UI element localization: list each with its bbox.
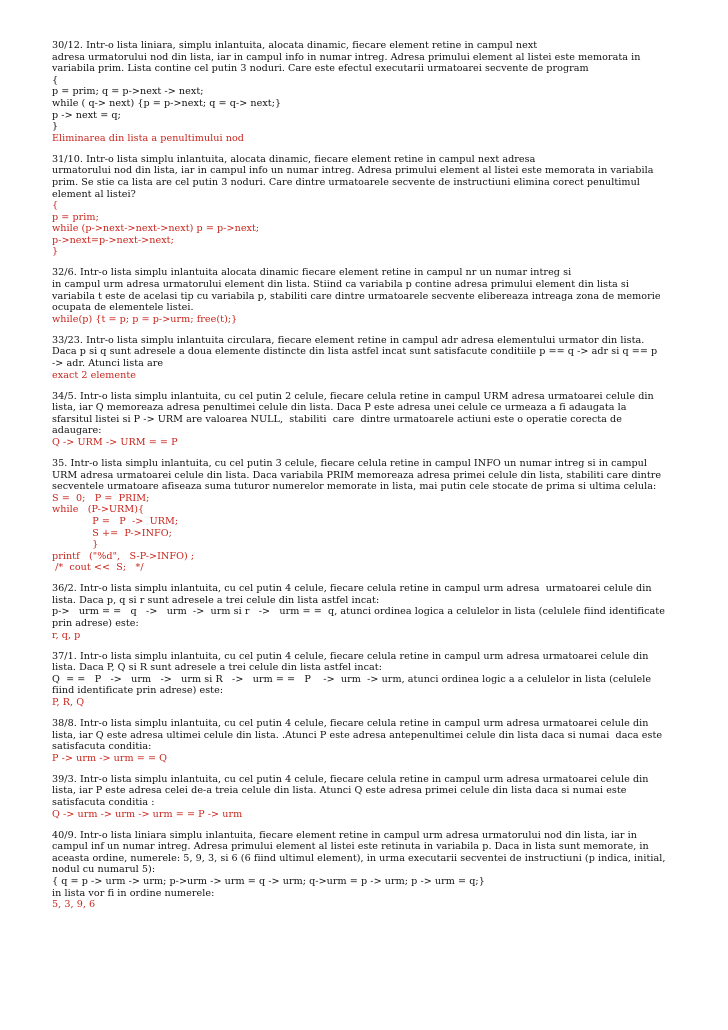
answer-line: Q -> urm -> urm -> urm = = P -> urm — [52, 808, 243, 820]
answer-line: P = P -> URM; — [52, 515, 179, 527]
question-line: 33/23. Intr-o lista simplu inlantuita circulara, fiecare element retine in campul adr adresa elementului urmator din lista. — [52, 334, 645, 346]
question-line: variabila prim. Lista contine cel putin 3 noduri. Care este efectul executarii urmatoarei secvente de program — [52, 63, 589, 75]
question-line: nodul cu numarul 5): — [52, 864, 156, 876]
question-line: satisfacuta conditia: — [52, 741, 152, 753]
question-line: -> adr. Atunci lista are — [52, 358, 164, 370]
question-line: 36/2. Intr-o lista simplu inlantuita, cu cel putin 4 celule, fiecare celula retine in campul urm adresa urmatoarei celule din — [52, 583, 652, 595]
question-block — [52, 154, 676, 258]
question-line: 30/12. Intr-o lista liniara, simplu inlantuita, alocata dinamic, fiecare element retine in campul next — [52, 40, 538, 51]
question-line: prin adrese) este: — [52, 618, 139, 630]
question-block — [52, 40, 676, 144]
question-block — [52, 267, 676, 325]
answer-line: while(p) {t = p; p = p->urm; free(t);} — [52, 313, 238, 325]
question-line: satisfacuta conditia : — [52, 796, 155, 808]
code-line: { q = p -> urm -> urm; p->urm -> urm = q -> urm; q->urm = p -> urm; p -> urm = q;} — [52, 875, 485, 887]
question-line: urmatorului nod din lista, iar in campul info un numar intreg. Adresa primului element al listei este memorata in variabila — [52, 165, 654, 177]
question-line: variabila t este de acelasi tip cu variabila p, stabiliti care dintre urmatoarele secvente elibereaza intreaga zona de memorie — [52, 290, 661, 302]
question-line: Daca p si q sunt adresele a doua elemente distincte din lista astfel incat sunt satisfacute conditiile p == q -> adr si q == p — [52, 346, 658, 358]
code-line: } — [52, 121, 59, 133]
question-line: URM adresa urmatoarei celule din lista. Daca variabila PRIM memoreaza adresa primei celule din lista, stabiliti care dintre — [52, 469, 662, 481]
question-line: in campul urm adresa urmatorului element din lista. Stiind ca variabila p contine adresa primului element din lista si — [52, 279, 629, 291]
answer-line: P -> urm -> urm = = Q — [52, 752, 168, 764]
question-block — [52, 458, 676, 574]
question-line: secventele urmatoare afiseaza suma tuturor numerelor memorate in lista, mai putin cele stocate de prima si ultima celula: — [52, 481, 657, 493]
question-line: adaugare: — [52, 425, 102, 437]
question-block — [52, 391, 676, 449]
answer-line: p->next=p->next->next; — [52, 234, 174, 246]
answer-line: } — [52, 246, 59, 258]
question-line: 31/10. Intr-o lista simplu inlantuita, alocata dinamic, fiecare element retine in campul next adresa — [52, 153, 536, 165]
answer-line: 5, 3, 9, 6 — [52, 899, 96, 911]
question-line: lista, iar Q este adresa ultimei celule din lista. .Atunci P este adresa antepenultimei celule din lista daca si numai daca este — [52, 729, 663, 741]
answer-line: S = 0; P = PRIM; — [52, 492, 150, 504]
question-line: lista, iar P este adresa celei de-a treia celule din lista. Atunci Q este adresa primei celule din lista daca si numai este — [52, 785, 627, 797]
answer-line: printf ("%d", S-P->INFO) ; — [52, 550, 195, 562]
answer-line: P, R, Q — [52, 697, 85, 709]
answer-line: Eliminarea din lista a penultimului nod — [52, 132, 244, 144]
question-line: p-> urm = = q -> urm -> urm si r -> urm = = q, atunci ordinea logica a celulelor in lista (celulele fiind identificate — [52, 606, 665, 618]
question-line: 37/1. Intr-o lista simplu inlantuita, cu cel putin 4 celule, fiecare celula retine in campul urm adresa urmatoarei celule din — [52, 650, 649, 662]
answer-line: while (P->URM){ — [52, 504, 145, 516]
question-line: 39/3. Intr-o lista simplu inlantuita, cu cel putin 4 celule, fiecare celula retine in campul urm adresa urmatoarei celule din — [52, 773, 649, 785]
question-line: sfarsitul listei si P -> URM are valoarea NULL, stabiliti care dintre urmatoarele actiuni este o operatie corecta de — [52, 413, 622, 425]
answer-line: } — [52, 539, 99, 551]
question-line: 34/5. Intr-o lista simplu inlantuita, cu cel putin 2 celule, fiecare celula retine in campul URM adresa urmatoarei celule din — [52, 390, 654, 402]
question-line: lista. Daca p, q si r sunt adresele a trei celule din lista astfel incat: — [52, 594, 380, 606]
code-line: p -> next = q; — [52, 109, 121, 121]
answer-line: p = prim; — [52, 211, 99, 223]
question-block — [52, 651, 676, 709]
question-line: in lista vor fi in ordine numerele: — [52, 887, 215, 899]
question-line: 35. Intr-o lista simplu inlantuita, cu cel putin 3 celule, fiecare celula retine in campul INFO un numar intreg si in campul — [52, 457, 648, 469]
answer-line: Q -> URM -> URM = = P — [52, 436, 178, 448]
question-block — [52, 830, 676, 911]
question-line: element al listei? — [52, 188, 136, 200]
answer-line: { — [52, 200, 59, 212]
question-line: campul inf un numar intreg. Adresa primului element al listei este retinuta in variabila p. Daca in lista sunt memorate, in — [52, 841, 649, 853]
answer-line: r, q, p — [52, 629, 81, 641]
code-line: while ( q-> next) {p = p->next; q = q-> next;} — [52, 97, 282, 109]
document-page — [52, 40, 676, 920]
answer-line: /* cout << S; */ — [52, 562, 144, 574]
question-line: adresa urmatorului nod din lista, iar in campul info in numar intreg. Adresa primului element al listei este memorata in — [52, 51, 641, 63]
question-line: Q = = P -> urm -> urm si R -> urm = = P -> urm -> urm, atunci ordinea logic a a celulelor in lista (celulele — [52, 673, 652, 685]
question-block — [52, 335, 676, 381]
question-block — [52, 583, 676, 641]
answer-line: exact 2 elemente — [52, 369, 136, 381]
question-line: prim. Se stie ca lista are cel putin 3 noduri. Care dintre urmatoarele secvente de instructiuni elimina corect penultimul — [52, 176, 640, 188]
question-line: lista. Daca P, Q si R sunt adresele a trei celule din lista astfel incat: — [52, 662, 382, 674]
question-line: 32/6. Intr-o lista simplu inlantuita alocata dinamic fiecare element retine in campul nr un numar intreg si — [52, 267, 572, 279]
code-line: p = prim; q = p->next -> next; — [52, 86, 204, 98]
question-block — [52, 774, 676, 820]
question-line: 40/9. Intr-o lista liniara simplu inlantuita, fiecare element retine in campul urm adresa urmatorului nod din lista, iar in — [52, 829, 637, 841]
answer-line: while (p->next->next->next) p = p->next; — [52, 223, 260, 235]
question-line: aceasta ordine, numerele: 5, 9, 3, si 6 (6 fiind ultimul element), in urma executarii secventei de instructiuni (p indica, initial, — [52, 852, 666, 864]
code-line: { — [52, 74, 59, 86]
question-line: 38/8. Intr-o lista simplu inlantuita, cu cel putin 4 celule, fiecare celula retine in campul urm adresa urmatoarei celule din — [52, 718, 649, 729]
answer-line: S += P->INFO; — [52, 527, 172, 539]
question-line: ocupata de elementele listei. — [52, 302, 194, 314]
question-block — [52, 718, 676, 764]
question-line: fiind identificate prin adrese) este: — [52, 685, 224, 697]
question-line: lista, iar Q memoreaza adresa penultimei celule din lista. Daca P este adresa unei celule ce urmeaza a fi adaugata la — [52, 402, 627, 414]
